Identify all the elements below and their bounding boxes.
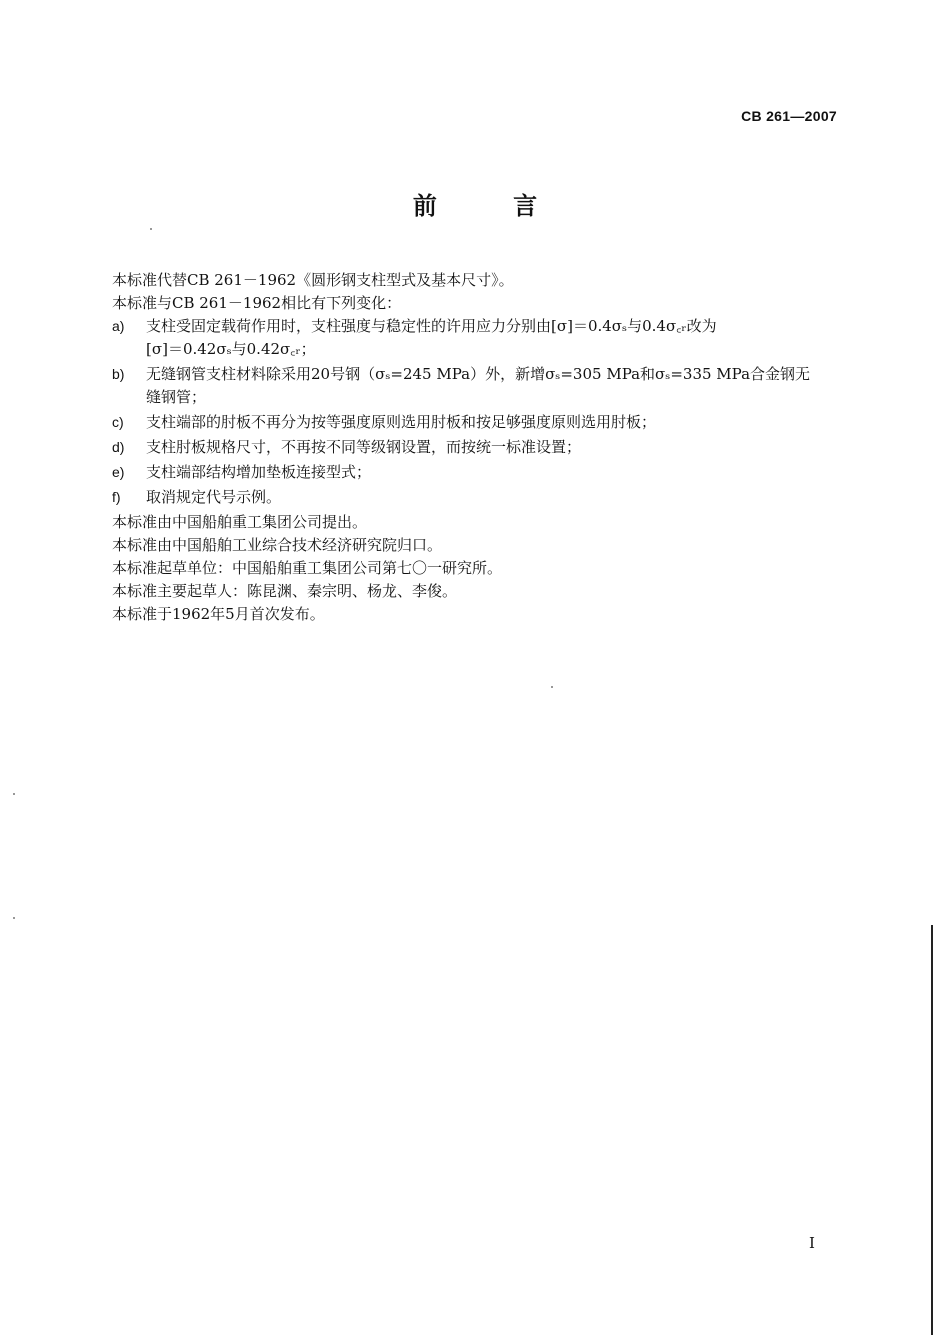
list-item-line: 取消规定代号示例。 (146, 488, 282, 506)
list-item-text (146, 363, 847, 409)
list-item-label: f) (112, 489, 121, 505)
changes-list (112, 315, 847, 509)
list-item-label: a) (112, 318, 125, 334)
paragraph-administrator: 本标准由中国船舶工业综合技术经济研究院归口。 (112, 536, 443, 554)
list-item-line: 支柱受固定载荷作用时，支柱强度与稳定性的许用应力分别由[σ]＝0.4σₛ与0.4σ꜀ᵣ改为 (146, 317, 717, 335)
list-item-text (146, 461, 847, 484)
list-item-line: 无缝钢管支柱材料除采用20号钢（σₛ=245 MPa）外，新增σₛ=305 MPa和σₛ=335 MPa合金钢无 (146, 365, 811, 383)
paragraph-replaces: 本标准代替CB 261－1962《圆形钢支柱型式及基本尺寸》。 (112, 271, 514, 289)
list-item-label: d) (112, 439, 125, 455)
list-item (112, 461, 847, 484)
document-code: CB 261—2007 (741, 108, 837, 124)
scan-speck (551, 686, 553, 688)
list-item (112, 486, 847, 509)
list-item-line: 缝钢管； (146, 388, 207, 406)
scan-speck (150, 228, 152, 230)
foreword-body (112, 269, 847, 626)
list-item-text (146, 411, 847, 434)
list-item-text (146, 486, 847, 509)
scan-speck (13, 793, 15, 795)
list-item-line: 支柱肘板规格尺寸，不再按不同等级钢设置，而按统一标准设置； (146, 438, 582, 456)
list-item-label: b) (112, 366, 125, 382)
list-item-line: [σ]＝0.42σₛ与0.42σ꜀ᵣ； (146, 340, 316, 358)
list-item-text (146, 315, 847, 361)
scan-speck (13, 917, 15, 919)
paragraph-drafters: 本标准主要起草人：陈昆渊、秦宗明、杨龙、李俊。 (112, 582, 458, 600)
paragraph-first-issue: 本标准于1962年5月首次发布。 (112, 605, 325, 623)
list-item (112, 436, 847, 459)
list-item-text (146, 436, 847, 459)
list-item (112, 363, 847, 409)
page-title: 前 言 (412, 192, 572, 220)
list-item-label: c) (112, 414, 124, 430)
list-item-line: 支柱端部的肘板不再分为按等强度原则选用肘板和按足够强度原则选用肘板； (146, 413, 657, 431)
scan-edge-line (931, 925, 933, 1335)
list-item-line: 支柱端部结构增加垫板连接型式； (146, 463, 372, 481)
list-item (112, 315, 847, 361)
page-number: I (809, 1234, 815, 1252)
list-item-label: e) (112, 464, 125, 480)
list-item (112, 411, 847, 434)
paragraph-drafting-unit: 本标准起草单位：中国船舶重工集团公司第七〇一研究所。 (112, 559, 503, 577)
paragraph-proposer: 本标准由中国船舶重工集团公司提出。 (112, 513, 368, 531)
paragraph-changes-intro: 本标准与CB 261－1962相比有下列变化： (112, 294, 402, 312)
